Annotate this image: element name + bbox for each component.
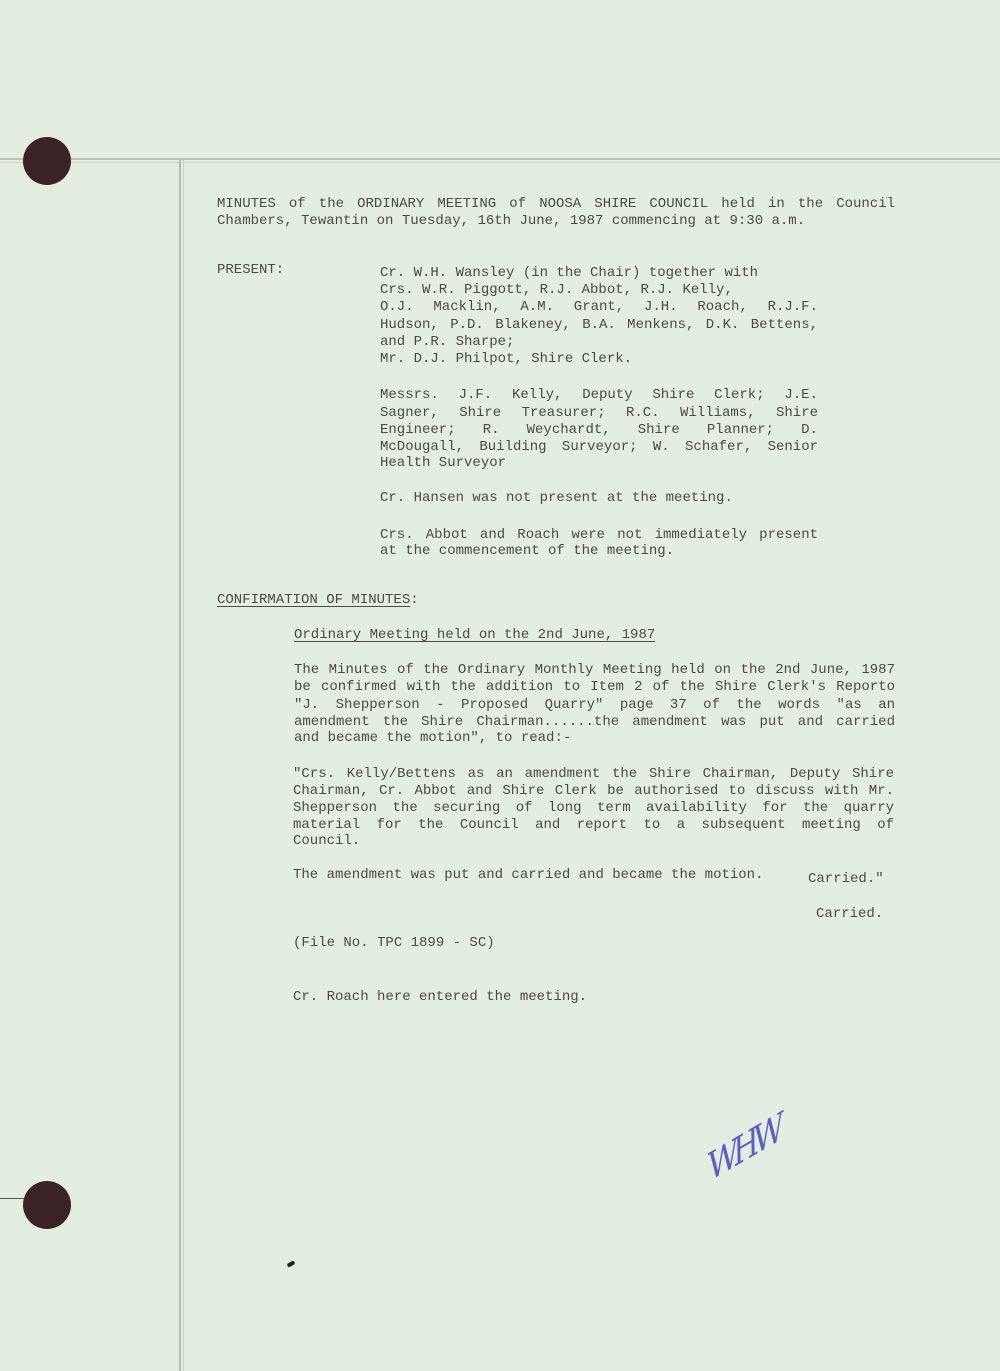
hole-mark: [0, 1198, 24, 1199]
ink-speck: [287, 1260, 296, 1267]
para2-line: Shepperson the securing of long term availability for the quarry: [293, 800, 894, 816]
late-note-line: at the commencement of the meeting.: [380, 543, 675, 559]
roach-entered-note: Cr. Roach here entered the meeting.: [293, 989, 588, 1005]
absent-note: Cr. Hansen was not present at the meeting.: [380, 490, 733, 506]
confirmation-heading-text: CONFIRMATION OF MINUTES: [217, 592, 411, 608]
late-note-line: Crs. Abbot and Roach were not immediately present: [380, 527, 818, 543]
page-top-rule: [0, 158, 1000, 160]
councillors-line: Crs. W.R. Piggott, R.J. Abbot, R.J. Kelly,: [380, 282, 733, 298]
para1-line: The Minutes of the Ordinary Monthly Meeting held on the 2nd June, 1987: [294, 662, 895, 678]
motion-carried: Carried.: [816, 906, 884, 922]
para2-line: Council.: [293, 833, 361, 849]
para2-line: Chairman, Cr. Abbot and Shire Clerk be authorised to discuss with Mr.: [293, 783, 894, 799]
para1-line: "J. Shepperson - Proposed Quarry" page 37 of the words "as an: [294, 697, 895, 713]
para2-line: material for the Council and report to a subsequent meeting of: [293, 817, 894, 833]
councillors-line: Hudson, P.D. Blakeney, B.A. Menkens, D.K. Bettens,: [380, 317, 818, 333]
page-margin-rule: [179, 160, 181, 1371]
confirmation-subheading: Ordinary Meeting held on the 2nd June, 1987: [294, 627, 656, 643]
present-label: PRESENT:: [217, 262, 285, 278]
para1-line: and became the motion", to read:-: [294, 730, 572, 746]
officers-line: Health Surveyor: [380, 455, 507, 471]
councillors-line: O.J. Macklin, A.M. Grant, J.H. Roach, R.J.F.: [380, 299, 818, 315]
officers-line: McDougall, Building Surveyor; W. Schafer, Senior: [380, 439, 818, 455]
councillors-line: and P.R. Sharpe;: [380, 334, 515, 350]
file-number: (File No. TPC 1899 - SC): [293, 935, 495, 951]
initials-signature: WHW: [704, 1107, 783, 1190]
officers-line: Engineer; R. Weychardt, Shire Planner; D.: [380, 422, 818, 438]
amendment-carried: Carried.": [808, 871, 884, 887]
councillors-line: Mr. D.J. Philpot, Shire Clerk.: [380, 351, 633, 367]
punch-hole-bottom: [23, 1181, 71, 1229]
amendment-result: The amendment was put and carried and became the motion.: [293, 867, 764, 883]
para2-line: "Crs. Kelly/Bettens as an amendment the Shire Chairman, Deputy Shire: [293, 766, 894, 782]
heading-line: MINUTES of the ORDINARY MEETING of NOOSA SHIRE COUNCIL held in the Council: [217, 196, 895, 212]
punch-hole-top: [23, 137, 71, 185]
para1-line: amendment the Shire Chairman......the amendment was put and carried: [294, 714, 895, 730]
heading-line: Chambers, Tewantin on Tuesday, 16th June, 1987 commencing at 9:30 a.m.: [217, 213, 806, 229]
officers-line: Sagner, Shire Treasurer; R.C. Williams, Shire: [380, 405, 818, 421]
page-top-rule-secondary: [0, 162, 1000, 163]
councillors-line: Cr. W.H. Wansley (in the Chair) together with: [380, 265, 759, 281]
confirmation-heading: [217, 592, 419, 609]
page-margin-rule-secondary: [183, 160, 184, 1371]
para1-line: be confirmed with the addition to Item 2 of the Shire Clerk's Reporto: [294, 679, 895, 695]
confirmation-heading-colon: :: [410, 592, 419, 608]
officers-line: Messrs. J.F. Kelly, Deputy Shire Clerk; J.E.: [380, 387, 818, 403]
